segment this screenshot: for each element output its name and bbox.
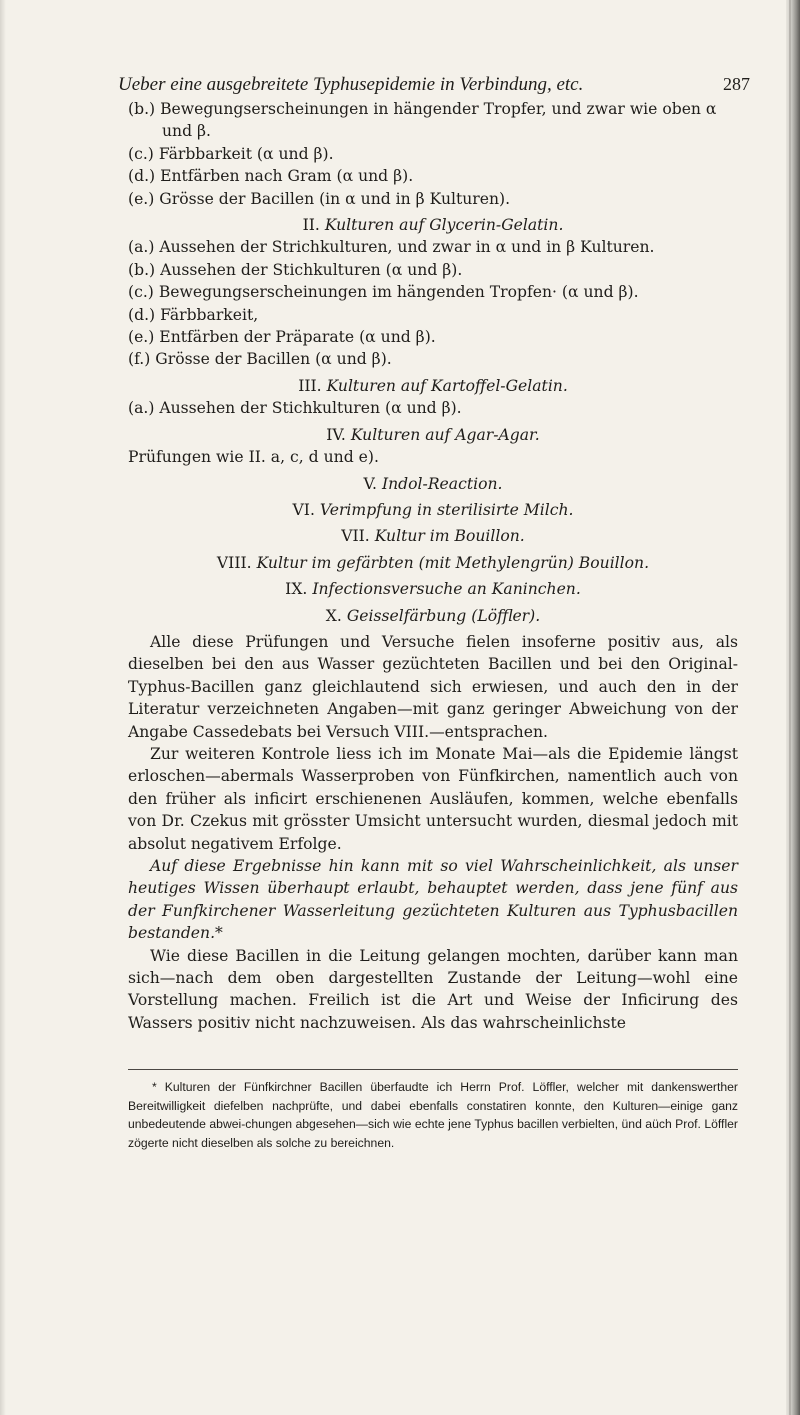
- list-item: (e.) Entfärben der Präparate (α und β).: [128, 328, 436, 347]
- section-heading: II. Kulturen auf Glycerin-Gelatin.: [302, 216, 564, 235]
- running-header: [118, 74, 750, 96]
- page-number: 287: [723, 74, 750, 94]
- list-item: (a.) Aussehen der Strichkulturen, und zwar in α und in β Kulturen.: [128, 238, 655, 257]
- running-title: Ueber eine ausgebreitete Typhusepidemie in Verbindung, etc.: [118, 74, 584, 95]
- list-top: [128, 98, 738, 210]
- list-item: (a.) Aussehen der Stichkulturen (α und β).: [128, 399, 462, 418]
- paragraph: Zur weiteren Kontrole liess ich im Monate Mai—als die Epidemie längst erloschen—abermals Wasserproben von Fünfkirchen, namentlich auch von den früher als inficirt erschienenen Ausläufen, kommen, welche ebenfalls von Dr. Czekus mit grösster Umsicht untersucht wurden, diesmal jedoch mit absolut negativem Erfolge.: [128, 744, 738, 853]
- section-heading: III. Kulturen auf Kartoffel-Gelatin.: [298, 376, 568, 395]
- page-gutter-shadow: [0, 0, 6, 1415]
- list-item: (b.) Bewegungserscheinungen in hängender Tropfer, und zwar wie oben α und β.: [128, 100, 717, 141]
- list-item: (b.) Aussehen der Stichkulturen (α und β).: [128, 260, 463, 279]
- list-item: (d.) Färbbarkeit,: [128, 305, 259, 324]
- list-item: (c.) Färbbarkeit (α und β).: [128, 144, 334, 163]
- paragraph: Alle diese Prüfungen und Versuche fielen insoferne positiv aus, als dieselben bei den aus Wasser gezüchteten Bacillen und bei den Original-Typhus-Bacillen ganz gleichlautend sich erwiesen, und auch den in der Literatur verzeichneten Angaben—mit ganz geringer Abweichung von der Angabe Cassedebats bei Versuch VIII.—entsprachen.: [128, 632, 738, 741]
- paragraph-italic: Auf diese Ergebnisse hin kann mit so viel Wahrscheinlichkeit, als unser heutiges Wissen überhaupt erlaubt, behauptet werden, dass jene fünf aus der Funfkirchener Wasserleitung gezüchteten Kulturen aus Typhusbacillen bestanden.*: [128, 857, 738, 943]
- section-heading: IV. Kulturen auf Agar-Agar.: [326, 425, 540, 444]
- section-heading: VIII. Kultur im gefärbten (mit Methylengrün) Bouillon.: [216, 553, 650, 572]
- page-edge: [786, 0, 800, 1415]
- section-heading: VII. Kultur im Bouillon.: [341, 527, 525, 546]
- list-section-3: [128, 397, 738, 419]
- list-item: (c.) Bewegungserscheinungen im hängenden Tropfen· (α und β).: [128, 283, 639, 302]
- list-item: (f.) Grösse der Bacillen (α und β).: [128, 350, 392, 369]
- footnote-rule: [128, 1069, 738, 1070]
- section-text: Prüfungen wie II. a, c, d und e).: [128, 448, 379, 467]
- section-heading: X. Geisselfärbung (Löffler).: [325, 606, 541, 625]
- list-item: (d.) Entfärben nach Gram (α und β).: [128, 167, 414, 186]
- page-body: [128, 98, 738, 1034]
- section-heading: V. Indol-Reaction.: [363, 474, 503, 493]
- list-item: (e.) Grösse der Bacillen (in α und in β Kulturen).: [128, 189, 511, 208]
- section-heading: IX. Infectionsversuche an Kaninchen.: [285, 580, 581, 599]
- section-heading: VI. Verimpfung in sterilisirte Milch.: [292, 500, 574, 519]
- paragraph: Wie diese Bacillen in die Leitung gelangen mochten, darüber kann man sich—nach dem oben dargestellten Zustande der Leitung—wohl eine Vorstellung machen. Freilich ist die Art und Weise der Inficirung des Wassers positiv nicht nachzuweisen. Als das wahrscheinlichste: [128, 946, 738, 1032]
- footnote: * Kulturen der Fünfkirchner Bacillen überfaudte ich Herrn Prof. Löffler, welcher mit dankenswerther Bereitwilligkeit diefelben nachprüfte, und dabei ebenfalls constatiren konnte, den Kulturen—einige ganz unbedeutende abwei-chungen abgesehen—sich wie echte jene Typhus bacillen verbielten, ünd aüch Prof. Löffler zögerte nicht dieselben als solche zu bereichnen.: [128, 1080, 738, 1150]
- list-section-2: [128, 236, 738, 370]
